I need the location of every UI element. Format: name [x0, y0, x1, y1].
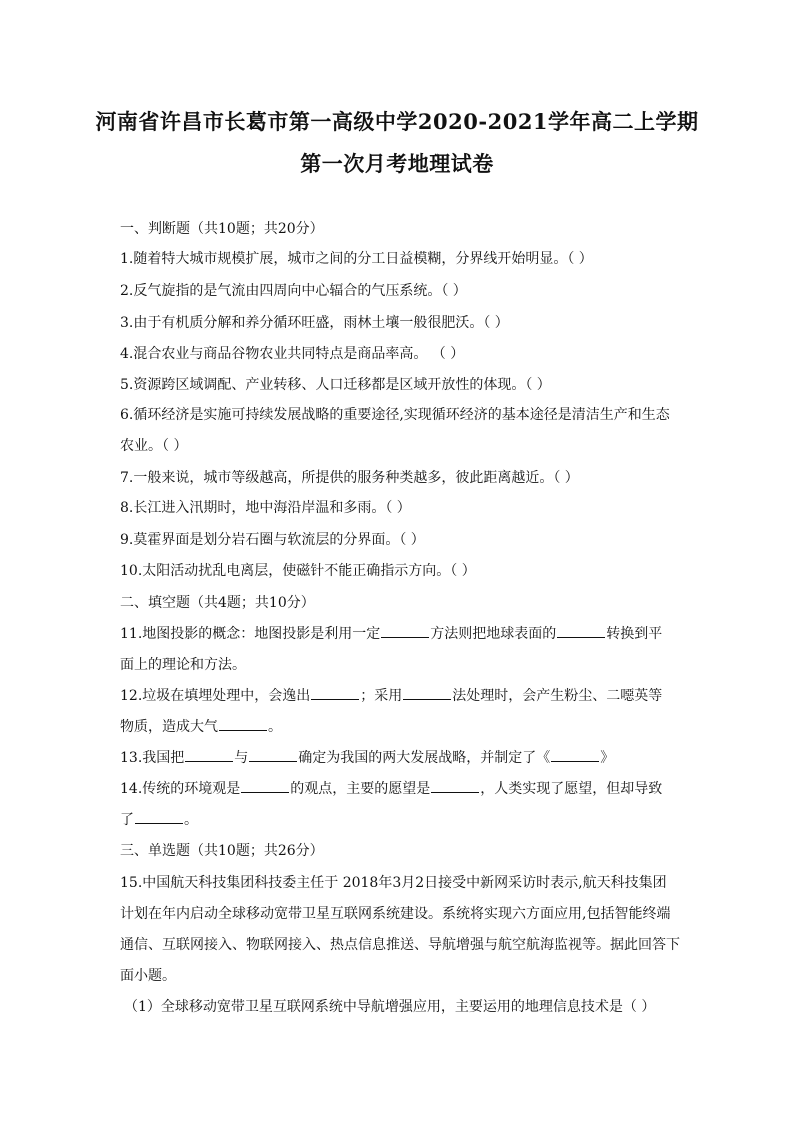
q12-text-3: 法处理时，会产生粉尘、二噁英等: [452, 688, 663, 704]
exam-title-line2: 第一次月考地理试卷: [300, 151, 494, 176]
question-15-line3: 通信、互联网接入、物联网接入、热点信息推送、导航增强与航空航海监视等。据此回答下: [120, 937, 680, 953]
question-3: 3.由于有机质分解和养分循环旺盛，雨林土壤一般很肥沃。（ ）: [120, 315, 509, 331]
question-1: 1.随着特大城市规模扩展，城市之间的分工日益模糊，分界线开始明显。（ ）: [120, 251, 593, 267]
q13-blank-2: [249, 749, 297, 762]
question-14-line1: [120, 780, 680, 798]
q14-text-5: 。: [184, 812, 198, 828]
question-15-line1: 15.中国航天科技集团科技委主任于 2018年3月2日接受中新网采访时表示,航天科技集团: [120, 875, 667, 891]
q13-blank-1: [185, 749, 233, 762]
question-15-line2: 计划在年内启动全球移动宽带卫星互联网系统建设。系统将实现六方面应用,包括智能终端: [120, 906, 671, 922]
q11-text-3: 转换到平: [606, 626, 663, 642]
question-13: [120, 749, 680, 767]
question-11-line2: 面上的理论和方法。: [120, 657, 246, 673]
q12-blank-2: [403, 687, 451, 700]
question-8: 8.长江进入汛期时，地中海沿岸温和多雨。（ ）: [120, 500, 411, 516]
exam-title-line1: 河南省许昌市长葛市第一高级中学2020-2021学年高二上学期: [95, 109, 699, 134]
q12-text-1: 12.垃圾在填埋处理中，会逸出: [120, 688, 311, 704]
question-12-line1: [120, 687, 680, 705]
q11-text-2: 方法则把地球表面的: [430, 626, 557, 642]
q12-blank-1: [311, 687, 359, 700]
q11-blank-1: [381, 625, 429, 638]
question-5: 5.资源跨区域调配、产业转移、人口迁移都是区域开放性的体现。（ ）: [120, 377, 551, 393]
question-14-line2: [120, 811, 680, 829]
q12-text-2: ；采用: [360, 688, 403, 704]
question-7: 7.一般来说，城市等级越高，所提供的服务种类越多，彼此距离越近。（ ）: [120, 470, 579, 486]
q14-text-1: 14.传统的环境观是: [120, 781, 241, 797]
question-10: 10.太阳活动扰乱电离层，使磁针不能正确指示方向。（ ）: [120, 563, 476, 579]
q13-blank-3: [551, 749, 599, 762]
q12-text-4: 物质，造成大气: [120, 719, 218, 735]
q12-blank-3: [219, 718, 267, 731]
q14-text-4: 了: [120, 812, 134, 828]
question-6-line1: 6.循环经济是实施可持续发展战略的重要途径,实现循环经济的基本途径是清洁生产和生态: [120, 407, 670, 423]
section2-heading: 二、填空题（共4题；共10分）: [120, 595, 315, 611]
q13-text-2: 与: [234, 750, 249, 766]
q14-text-3: ，人类实现了愿望，但却导致: [480, 781, 663, 797]
q12-text-5: 。: [268, 719, 282, 735]
question-12-line2: [120, 718, 680, 736]
question-6-line2: 农业。（ ）: [120, 438, 188, 454]
q13-text-4: 》: [600, 750, 615, 766]
q13-text-1: 13.我国把: [120, 750, 185, 766]
q14-blank-3: [135, 811, 183, 824]
question-4: 4.混合农业与商品谷物农业共同特点是商品率高。 （ ）: [120, 346, 465, 362]
section1-heading: 一、判断题（共10题；共20分）: [120, 221, 324, 237]
section3-heading: 三、单选题（共10题；共26分）: [120, 843, 324, 859]
q13-text-3: 确定为我国的两大发展战略，并制定了《: [298, 750, 551, 766]
q14-text-2: 的观点，主要的愿望是: [290, 781, 431, 797]
q11-text-1: 11.地图投影的概念：地图投影是利用一定: [120, 626, 381, 642]
question-2: 2.反气旋指的是气流由四周向中心辐合的气压系统。（ ）: [120, 283, 467, 299]
question-11-line1: [120, 625, 680, 643]
q11-blank-2: [557, 625, 605, 638]
q14-blank-1: [241, 780, 289, 793]
question-15-line4: 面小题。: [120, 968, 176, 984]
question-15-sub1: （1）全球移动宽带卫星互联网系统中导航增强应用，主要运用的地理信息技术是（ ）: [124, 999, 656, 1015]
question-9: 9.莫霍界面是划分岩石圈与软流层的分界面。（ ）: [120, 532, 425, 548]
q14-blank-2: [431, 780, 479, 793]
